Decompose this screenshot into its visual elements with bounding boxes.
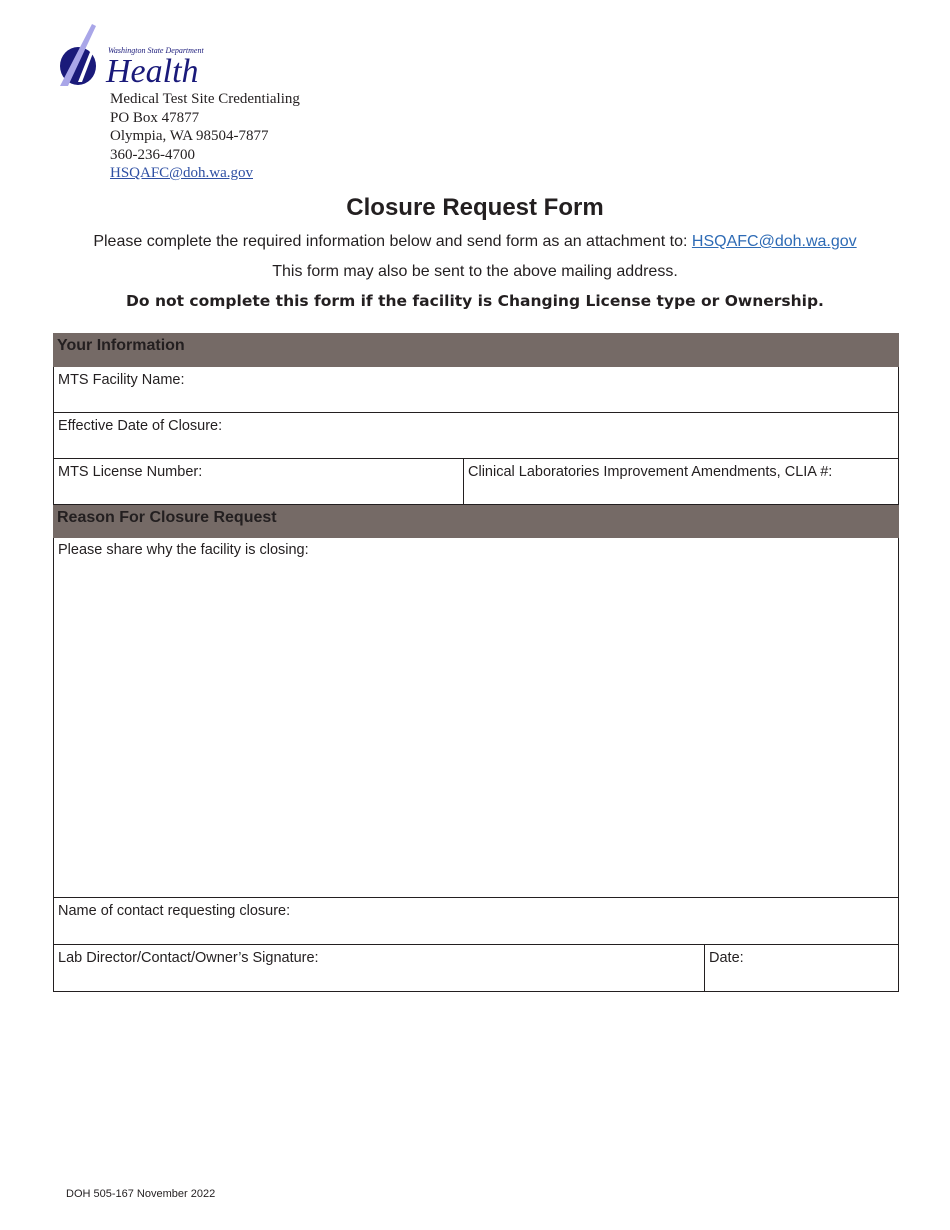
instruction-text: Please complete the required information below and send form as an attachment to: <box>93 233 688 250</box>
section-header-your-information: Your Information <box>53 333 899 367</box>
effective-date-field[interactable] <box>54 413 898 458</box>
email-link[interactable]: HSQAFC@doh.wa.gov <box>110 165 253 181</box>
signature-field[interactable] <box>54 945 704 991</box>
facility-name-field[interactable] <box>54 367 898 412</box>
effective-date-label: Effective Date of Closure: <box>58 418 223 434</box>
date-field[interactable] <box>704 945 898 991</box>
clia-label: Clinical Laboratories Improvement Amendments, CLIA #: <box>468 464 833 480</box>
doh-logo <box>56 22 206 88</box>
health-logo-icon <box>56 22 206 88</box>
phone: 360-236-4700 <box>110 146 195 163</box>
instruction-email-link[interactable]: HSQAFC@doh.wa.gov <box>691 233 857 250</box>
address-block <box>110 90 300 183</box>
clia-field[interactable] <box>463 459 898 504</box>
form-number: DOH 505-167 November 2022 <box>66 1188 216 1200</box>
svg-text:Washington State Department of: Washington State Department of <box>108 46 206 55</box>
address-line: Medical Test Site Credentialing <box>110 91 300 107</box>
instruction-line <box>0 233 950 251</box>
reason-label: Please share why the facility is closing: <box>58 542 309 558</box>
address-line: PO Box 47877 <box>110 109 200 126</box>
section-header-reason: Reason For Closure Request <box>53 505 899 538</box>
date-label: Date: <box>709 950 744 966</box>
mailing-note: This form may also be sent to the above mailing address. <box>272 263 678 280</box>
contact-name-field[interactable] <box>54 898 898 944</box>
warning-text: Do not complete this form if the facility is Changing License type or Ownership. <box>126 292 824 310</box>
contact-name-label: Name of contact requesting closure: <box>58 903 291 919</box>
facility-name-label: MTS Facility Name: <box>58 372 185 388</box>
license-number-field[interactable] <box>54 459 463 504</box>
reason-field[interactable] <box>54 538 898 897</box>
page-title: Closure Request Form <box>346 194 604 221</box>
closure-form <box>53 333 899 992</box>
license-number-label: MTS License Number: <box>58 464 203 480</box>
signature-label: Lab Director/Contact/Owner’s Signature: <box>58 950 319 966</box>
address-line: Olympia, WA 98504-7877 <box>110 128 269 144</box>
svg-text:Health: Health <box>106 53 199 88</box>
